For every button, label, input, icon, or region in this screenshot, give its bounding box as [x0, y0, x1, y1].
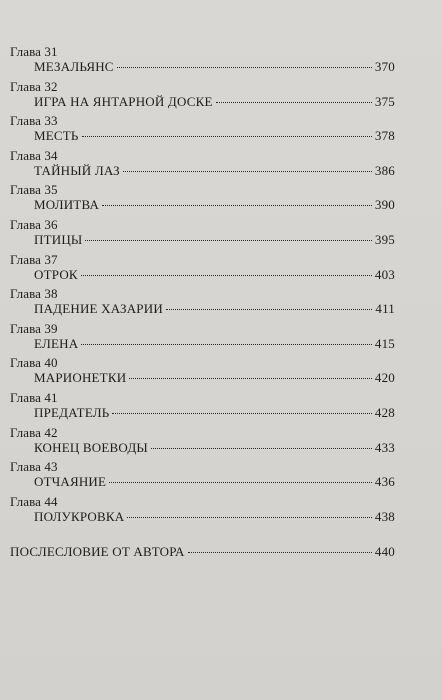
chapter-label: Глава 33: [10, 113, 58, 129]
toc-entry: [34, 474, 395, 490]
toc-chapter-36: [10, 217, 395, 252]
dot-leader: [129, 378, 372, 379]
chapter-title: МОЛИТВА: [34, 197, 100, 213]
toc-entry: [34, 163, 395, 179]
page-number: 420: [374, 370, 395, 386]
toc-entry: [34, 370, 395, 386]
chapter-label: Глава 31: [10, 44, 58, 59]
page-number: 403: [374, 266, 395, 282]
toc-entry: [34, 267, 395, 283]
toc-chapter-31: [10, 44, 395, 79]
dot-leader: [81, 344, 372, 345]
toc-entry: [34, 336, 395, 352]
page-number: 440: [374, 544, 395, 559]
page-number: 395: [374, 231, 395, 247]
chapter-title: ОТРОК: [34, 266, 78, 282]
chapter-title: ПОЛУКРОВКА: [34, 508, 125, 524]
dot-leader: [188, 552, 372, 553]
toc-chapter-40: [10, 355, 395, 390]
toc-entry: [34, 59, 395, 75]
page-number: 438: [374, 508, 395, 524]
chapter-title: ПТИЦЫ: [34, 231, 83, 247]
page-number: 386: [374, 162, 395, 178]
chapter-title: ИГРА НА ЯНТАРНОЙ ДОСКЕ: [34, 93, 213, 109]
chapter-label: Глава 32: [10, 78, 58, 94]
chapter-label: Глава 38: [10, 286, 58, 302]
table-of-contents: [10, 44, 395, 528]
chapter-label: Глава 36: [10, 216, 58, 232]
dot-leader: [109, 482, 372, 483]
toc-chapter-42: [10, 425, 395, 460]
dot-leader: [127, 517, 372, 518]
chapter-title: ПРЕДАТЕЛЬ: [34, 404, 110, 420]
chapter-label: Глава 43: [10, 459, 58, 475]
dot-leader: [117, 67, 372, 68]
toc-entry: [34, 440, 395, 456]
page-number: 411: [375, 301, 395, 317]
toc-entry: [34, 509, 395, 525]
page-number: 433: [374, 439, 395, 455]
chapter-title: ТАЙНЫЙ ЛАЗ: [34, 162, 120, 178]
toc-afterword: [10, 544, 395, 560]
page-number: 375: [374, 93, 395, 109]
chapter-label: Глава 39: [10, 320, 58, 336]
chapter-label: Глава 41: [10, 389, 58, 405]
toc-entry: [34, 197, 395, 213]
afterword-title: ПОСЛЕСЛОВИЕ ОТ АВТОРА: [10, 544, 185, 559]
dot-leader: [123, 171, 372, 172]
chapter-label: Глава 35: [10, 182, 58, 198]
page-number: 436: [374, 474, 395, 490]
toc-chapter-38: [10, 286, 395, 321]
toc-chapter-37: [10, 252, 395, 287]
chapter-title: ЕЛЕНА: [34, 335, 79, 351]
toc-entry: [34, 94, 395, 110]
chapter-title: ПАДЕНИЕ ХАЗАРИИ: [34, 301, 163, 317]
toc-entry: [34, 232, 395, 248]
toc-chapter-35: [10, 182, 395, 217]
dot-leader: [151, 448, 372, 449]
toc-entry: [34, 128, 395, 144]
page-number: 370: [374, 59, 395, 74]
toc-chapter-41: [10, 390, 395, 425]
toc-chapter-33: [10, 113, 395, 148]
dot-leader: [81, 275, 372, 276]
page-number: 378: [374, 128, 395, 144]
dot-leader: [85, 240, 371, 241]
toc-chapter-39: [10, 321, 395, 356]
dot-leader: [112, 413, 371, 414]
toc-chapter-44: [10, 494, 395, 529]
dot-leader: [82, 136, 372, 137]
toc-chapter-43: [10, 459, 395, 494]
chapter-label: Глава 40: [10, 355, 58, 371]
chapter-label: Глава 37: [10, 251, 58, 267]
chapter-title: КОНЕЦ ВОЕВОДЫ: [34, 439, 148, 455]
page-number: 428: [374, 404, 395, 420]
toc-entry: [34, 301, 395, 317]
chapter-label: Глава 44: [10, 493, 58, 509]
dot-leader: [102, 205, 372, 206]
page-number: 390: [374, 197, 395, 213]
chapter-title: МАРИОНЕТКИ: [34, 370, 127, 386]
chapter-title: ОТЧАЯНИЕ: [34, 474, 107, 490]
toc-chapter-32: [10, 79, 395, 114]
toc-chapter-34: [10, 148, 395, 183]
page-number: 415: [374, 335, 395, 351]
chapter-title: МЕЗАЛЬЯНС: [34, 59, 114, 74]
chapter-label: Глава 42: [10, 424, 58, 440]
dot-leader: [166, 309, 372, 310]
chapter-label: Глава 34: [10, 147, 58, 163]
toc-entry: [34, 405, 395, 421]
dot-leader: [216, 102, 372, 103]
chapter-title: МЕСТЬ: [34, 128, 79, 144]
